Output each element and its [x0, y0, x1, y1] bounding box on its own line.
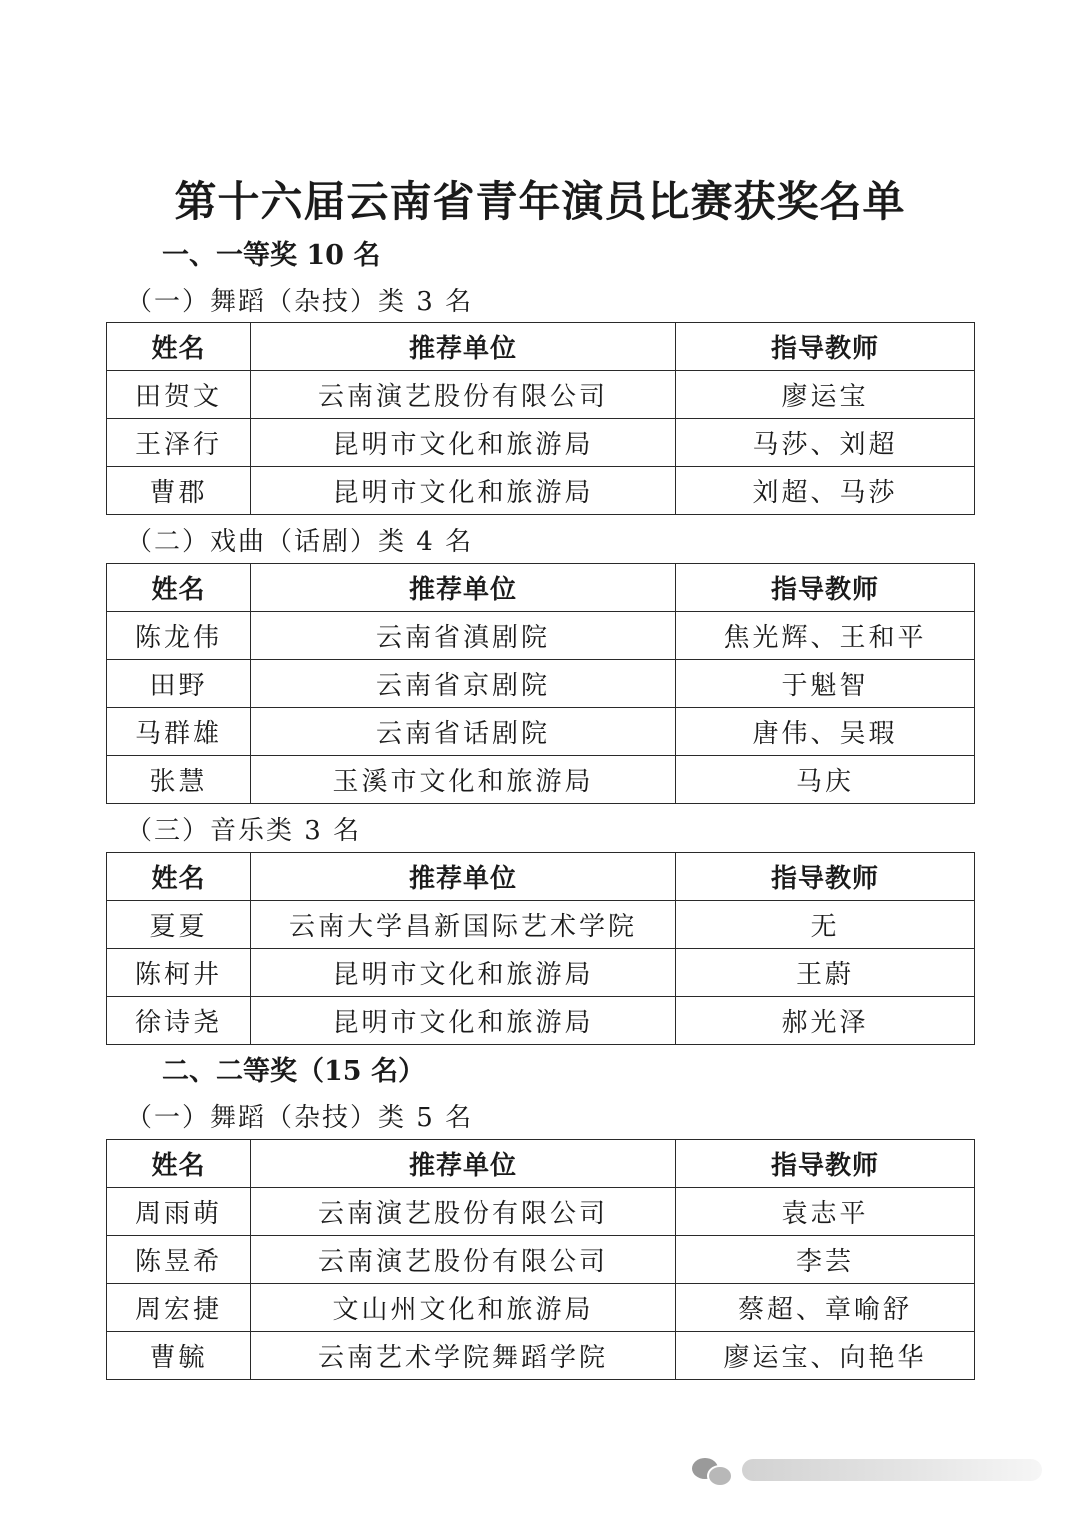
- first-prize-music-table: [106, 852, 975, 1045]
- awardee-name: 夏夏: [107, 901, 251, 949]
- column-header-unit: 推荐单位: [251, 564, 676, 612]
- table-row: [107, 1236, 975, 1284]
- second-prize-dance-table: [106, 1139, 975, 1380]
- awardee-name: 徐诗尧: [107, 997, 251, 1045]
- instructor: 无: [676, 901, 975, 949]
- first-prize-dance-heading: （一）舞蹈（杂技）类 3 名: [126, 287, 474, 317]
- wechat-watermark: [690, 1442, 1050, 1498]
- recommending-unit: 云南省滇剧院: [251, 612, 676, 660]
- wechat-icon: [690, 1452, 734, 1488]
- first-prize-opera-table: [106, 563, 975, 804]
- table-row: [107, 708, 975, 756]
- recommending-unit: 昆明市文化和旅游局: [251, 997, 676, 1045]
- recommending-unit: 云南省京剧院: [251, 660, 676, 708]
- column-header-unit: 推荐单位: [251, 853, 676, 901]
- table-row: [107, 612, 975, 660]
- instructor: 马庆: [676, 756, 975, 804]
- table-row: [107, 660, 975, 708]
- column-header-name: 姓名: [107, 1140, 251, 1188]
- awardee-name: 田贺文: [107, 371, 251, 419]
- instructor: 于魁智: [676, 660, 975, 708]
- instructor: 李芸: [676, 1236, 975, 1284]
- recommending-unit: 云南省话剧院: [251, 708, 676, 756]
- table-row: [107, 997, 975, 1045]
- table-row: [107, 1332, 975, 1380]
- recommending-unit: 云南演艺股份有限公司: [251, 1236, 676, 1284]
- first-prize-opera-heading: （二）戏曲（话剧）类 4 名: [126, 527, 474, 557]
- awardee-name: 周雨萌: [107, 1188, 251, 1236]
- column-header-teacher: 指导教师: [676, 853, 975, 901]
- table-header-row: [107, 564, 975, 612]
- column-header-name: 姓名: [107, 564, 251, 612]
- recommending-unit: 文山州文化和旅游局: [251, 1284, 676, 1332]
- recommending-unit: 玉溪市文化和旅游局: [251, 756, 676, 804]
- column-header-teacher: 指导教师: [676, 564, 975, 612]
- instructor: 唐伟、吴瑕: [676, 708, 975, 756]
- instructor: 刘超、马莎: [676, 467, 975, 515]
- instructor: 马莎、刘超: [676, 419, 975, 467]
- recommending-unit: 云南演艺股份有限公司: [251, 1188, 676, 1236]
- table-header-row: [107, 853, 975, 901]
- column-header-name: 姓名: [107, 323, 251, 371]
- column-header-name: 姓名: [107, 853, 251, 901]
- instructor: 蔡超、章喻舒: [676, 1284, 975, 1332]
- blurred-account-name: [742, 1459, 1042, 1481]
- awardee-name: 陈柯井: [107, 949, 251, 997]
- column-header-teacher: 指导教师: [676, 323, 975, 371]
- table-row: [107, 467, 975, 515]
- awardee-name: 马群雄: [107, 708, 251, 756]
- awardee-name: 曹毓: [107, 1332, 251, 1380]
- table-row: [107, 371, 975, 419]
- instructor: 廖运宝、向艳华: [676, 1332, 975, 1380]
- second-prize-heading: 二、二等奖（15 名）: [162, 1056, 425, 1087]
- instructor: 廖运宝: [676, 371, 975, 419]
- recommending-unit: 昆明市文化和旅游局: [251, 467, 676, 515]
- table-header-row: [107, 1140, 975, 1188]
- first-prize-dance-table: [106, 322, 975, 515]
- column-header-teacher: 指导教师: [676, 1140, 975, 1188]
- table-row: [107, 756, 975, 804]
- instructor: 王蔚: [676, 949, 975, 997]
- awardee-name: 曹郡: [107, 467, 251, 515]
- recommending-unit: 昆明市文化和旅游局: [251, 419, 676, 467]
- awardee-name: 陈昱希: [107, 1236, 251, 1284]
- instructor: 郝光泽: [676, 997, 975, 1045]
- awardee-name: 田野: [107, 660, 251, 708]
- table-row: [107, 1284, 975, 1332]
- awardee-name: 张慧: [107, 756, 251, 804]
- first-prize-heading: 一、一等奖 10 名: [162, 240, 381, 271]
- page-title: 第十六届云南省青年演员比赛获奖名单: [174, 177, 906, 226]
- column-header-unit: 推荐单位: [251, 323, 676, 371]
- awardee-name: 王泽行: [107, 419, 251, 467]
- recommending-unit: 云南艺术学院舞蹈学院: [251, 1332, 676, 1380]
- table-row: [107, 901, 975, 949]
- first-prize-music-heading: （三）音乐类 3 名: [126, 816, 362, 846]
- table-row: [107, 949, 975, 997]
- awardee-name: 周宏捷: [107, 1284, 251, 1332]
- column-header-unit: 推荐单位: [251, 1140, 676, 1188]
- recommending-unit: 云南演艺股份有限公司: [251, 371, 676, 419]
- table-row: [107, 1188, 975, 1236]
- recommending-unit: 云南大学昌新国际艺术学院: [251, 901, 676, 949]
- instructor: 袁志平: [676, 1188, 975, 1236]
- awardee-name: 陈龙伟: [107, 612, 251, 660]
- instructor: 焦光辉、王和平: [676, 612, 975, 660]
- second-prize-dance-heading: （一）舞蹈（杂技）类 5 名: [126, 1103, 474, 1133]
- recommending-unit: 昆明市文化和旅游局: [251, 949, 676, 997]
- table-row: [107, 419, 975, 467]
- table-header-row: [107, 323, 975, 371]
